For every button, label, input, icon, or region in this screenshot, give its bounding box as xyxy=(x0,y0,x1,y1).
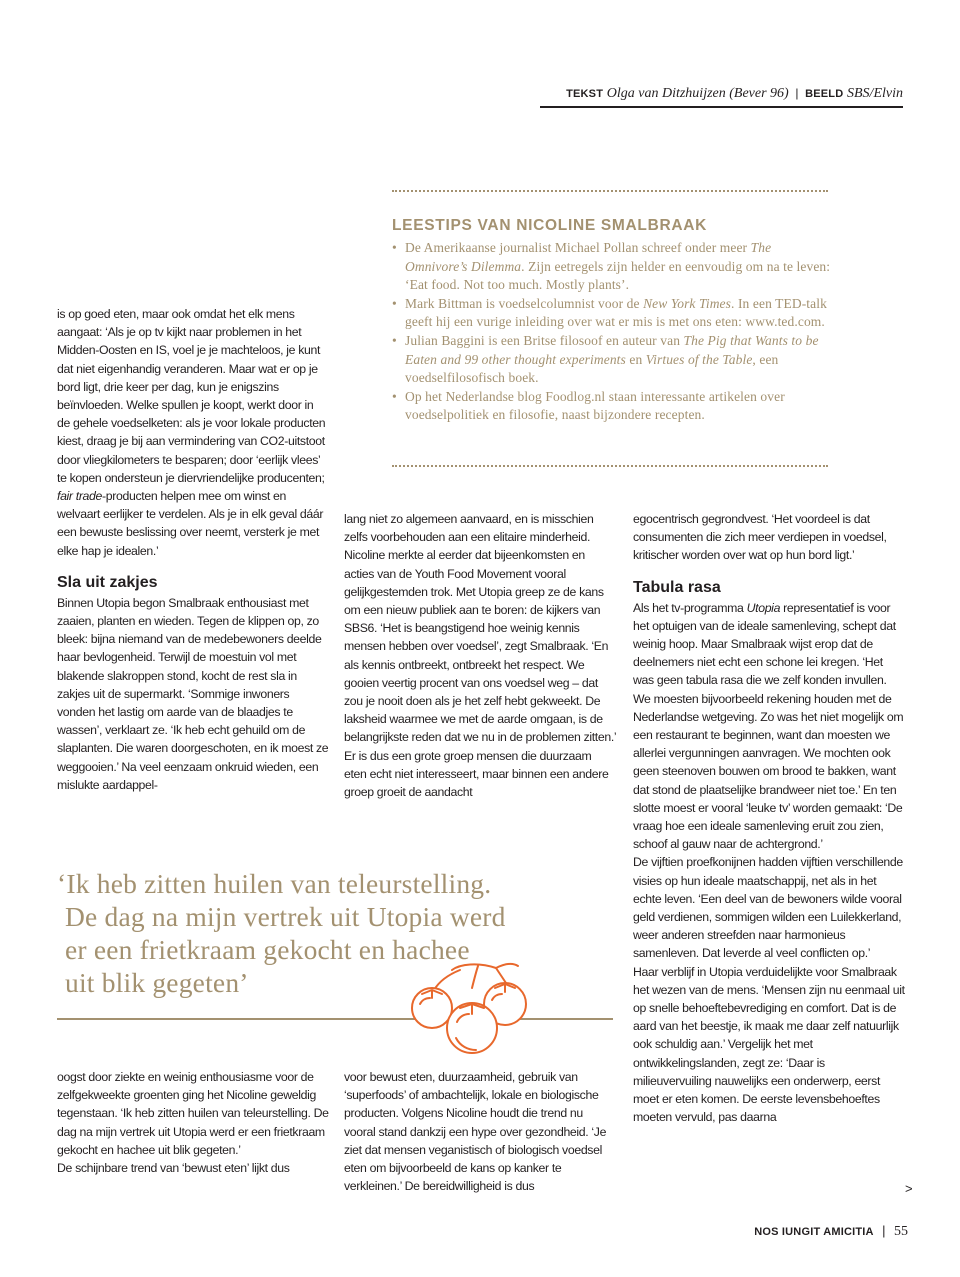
footer-motto: NOS IUNGIT AMICITIA xyxy=(754,1226,874,1238)
reading-tip-item: • Op het Nederlandse blog Foodlog.nl staan interessante artikelen over voedselpolitiek en filosofie, naast bijzondere recepten. xyxy=(392,388,832,425)
page-number: 55 xyxy=(894,1224,908,1239)
tips-bottom-divider xyxy=(392,465,828,467)
photo-label: BEELD xyxy=(805,88,844,100)
body-paragraph: lang niet zo algemeen aanvaard, en is misschien zelfs voorbehouden aan een elitaire minderheid. Nicoline merkte al eerder dat bijeenkomsten en acties van de Youth Food Movement vooral gelijkgestemden trok. Met Utopia greep ze de kans om een nieuw publiek aan te boren: de kijkers van SBS6. ‘Het is beangstigend hoe weinig kennis mensen hebben over voedsel’, zegt Smalbraak. ‘En als kennis ontbreekt, ontbreekt het respect. We gooien veertig procent van ons voedsel weg – dat zou je nooit doen als je het zelf hebt gekweekt. De laksheid waarmee we met de aarde omgaan, is de belangrijkste reden dat we nu in de problemen zitten.’ Er is dus een grote groep mensen die duurzaam eten echt niet interesseert, maar binnen een andere groep groeit de aandacht xyxy=(344,512,616,800)
column-2-bottom xyxy=(344,1068,616,1195)
column-1-top xyxy=(57,305,329,794)
reading-tip-item: • Julian Baggini is een Britse filosoof en auteur van The Pig that Wants to be Eaten and 99 other thought experiments en Virtues of the Table, een voedselfilosofisch boek. xyxy=(392,332,832,388)
page-footer xyxy=(600,1222,908,1240)
pull-quote-line: De dag na mijn vertrek uit Utopia werd xyxy=(65,901,506,932)
tomatoes-icon xyxy=(400,960,550,1060)
section-heading-tabula-rasa: Tabula rasa xyxy=(633,578,721,596)
column-1-bottom xyxy=(57,1068,329,1177)
reading-tips-box xyxy=(392,216,832,425)
continue-arrow-icon: > xyxy=(905,1181,913,1196)
tips-top-divider xyxy=(392,190,828,192)
body-paragraph: De vijftien proefkonijnen hadden vijftien verschillende visies op hun ideale maatschappij, net als in het echte leven. ‘Een deel van de bewoners wilde vooral geld verdienen, sommigen wilden een Luilekkerland, weer anderen streefden naar harmonieus samenleven. Dat leverde al veel conflicten op.’ xyxy=(633,855,903,961)
author-name: Olga van Ditzhuijzen (Bever 96) xyxy=(606,86,789,101)
credits-underline xyxy=(540,106,903,108)
credits-separator: | xyxy=(795,86,799,100)
pull-quote-line: er een frietkraam gekocht en hachee xyxy=(65,934,470,965)
reading-tip-item: • Mark Bittman is voedselcolumnist voor de New York Times. In een TED-talk geeft hij een vurige inleiding over wat er mis is met ons eten: www.ted.com. xyxy=(392,295,832,332)
body-paragraph: voor bewust eten, duurzaamheid, gebruik van ‘superfoods’ of ambachtelijk, lokale en biologische producten. Volgens Nicoline houdt die trend nu vooral stand dankzij een hype over gezondheid. ‘Je ziet dat mensen veganistisch of biologisch voedsel eten om bijvoorbeeld de kans op kanker te verkleinen.’ De bereidwilligheid is dus xyxy=(344,1070,607,1194)
body-paragraph: egocentrisch gegrondvest. ‘Het voordeel is dat consumenten die zich meer verdiepen in voedsel, kritischer worden over wat op hun bord ligt.’ xyxy=(633,512,887,563)
footer-separator: | xyxy=(882,1223,886,1238)
column-2-top xyxy=(344,510,616,801)
body-paragraph: is op goed eten, maar ook omdat het elk mens aangaat: ‘Als je op tv kijkt naar problemen in het Midden-Oosten en IS, voel je je machteloos, je kunt dat niet eigenhandig veranderen. Maar wat er op je bord ligt, drie keer per dag, kun je enigszins beïnvloeden. Welke spullen je koopt, werkt door in de gehele voedselketen: als je voor lokale producten kiest, draag je bij aan vermindering van CO2-uitstoot door vliegkilometers te besparen; door ‘eerlijk vlees’ te kopen ondersteun je diervriendelijke producenten; fair trade-producten helpen mee om winst en welvaart eerlijker te verdelen. Als je in elk geval dáár een bewuste beslissing over neemt, versterk je met elke hap je idealen.’ xyxy=(57,307,326,558)
body-paragraph: De schijnbare trend van ‘bewust eten’ lijkt dus xyxy=(57,1161,290,1176)
body-paragraph: oogst door ziekte en weinig enthousiasme voor de zelfgekweekte groenten ging het Nicoline geweldig tegenstaan. ‘Ik heb zitten huilen van teleurstelling. De dag na mijn vertrek uit Utopia werd er een frietkraam gekocht en hachee uit blik gegeten.’ xyxy=(57,1070,329,1157)
text-label: TEKST xyxy=(566,88,604,100)
section-heading-sla: Sla uit zakjes xyxy=(57,573,158,591)
reading-tip-item: • De Amerikaanse journalist Michael Pollan schreef onder meer The Omnivore’s Dilemma. Zijn eetregels zijn helder en eenvoudig om na te leven: ‘Eat food. Not too much. Mostly plants’. xyxy=(392,239,832,295)
pull-quote-line: ‘Ik heb zitten huilen van teleurstelling. xyxy=(57,868,492,899)
reading-tips-title: LEESTIPS VAN NICOLINE SMALBRAAK xyxy=(392,217,708,234)
body-paragraph: Binnen Utopia begon Smalbraak enthousiast met zaaien, planten en wieden. Tegen de klippen op, zo bleek: bijna niemand van de medebewoners deelde haar bevlogenheid. Terwijl de moestuin vol met blakende slakroppen stond, kocht de rest sla in zakjes uit de supermarkt. ‘Sommige inwoners vonden het lastig om aarde van de blaadjes te wassen’, verklaart ze. ‘Ik heb echt gehuild om de slaplanten. Die waren doorgeschoten, en ik moest ze weggooien.’ Na veel eenzaam onkruid wieden, een mislukte aardappel- xyxy=(57,595,329,792)
photo-credit: SBS/Elvin xyxy=(847,86,903,101)
column-3 xyxy=(633,510,905,1127)
article-credits xyxy=(500,84,903,103)
body-paragraph: Haar verblijf in Utopia verduidelijkte voor Smalbraak het wezen van de mens. ‘Mensen zijn nu eenmaal uit op snelle behoeftebevrediging en comfort. Dat is de aard van het beestje, ik maak me daar zelf natuurlijk ook schuldig aan.’ Vergelijk het met ontwikkelingslanden, zegt ze: ‘Daar is milieuvervuiling nauwelijks een onderwerp, eerst moet er eten komen. De eerste levensbehoeftes moeten vervuld, pas daarna xyxy=(633,964,905,1125)
pull-quote-line: uit blik gegeten’ xyxy=(65,967,249,998)
reading-tips-list xyxy=(392,239,832,425)
body-paragraph: Als het tv-programma Utopia representatief is voor het optuigen van de ideale samenleving, schept dat weinig hoop. Maar Smalbraak wijst erop dat de deelnemers niet echt een schone lei kregen. ‘Het was geen tabula rasa die we zelf konden invullen. We moesten bijvoorbeeld rekening houden met de Nederlandse wetgeving. Zo was het niet mogelijk om een restaurant te beginnen, want dan moesten we allerlei vergunningen aanvragen. We mochten ook geen steenoven bouwen om brood te bakken, want dat stond de plaatselijke brandweer niet toe.’ En ten slotte moest er vooral ‘leuke tv’ worden gemaakt: ‘De vraag hoe een ideale samenleving eruit zou zien, schoof al gauw naar de achtergrond.’ xyxy=(633,600,904,852)
